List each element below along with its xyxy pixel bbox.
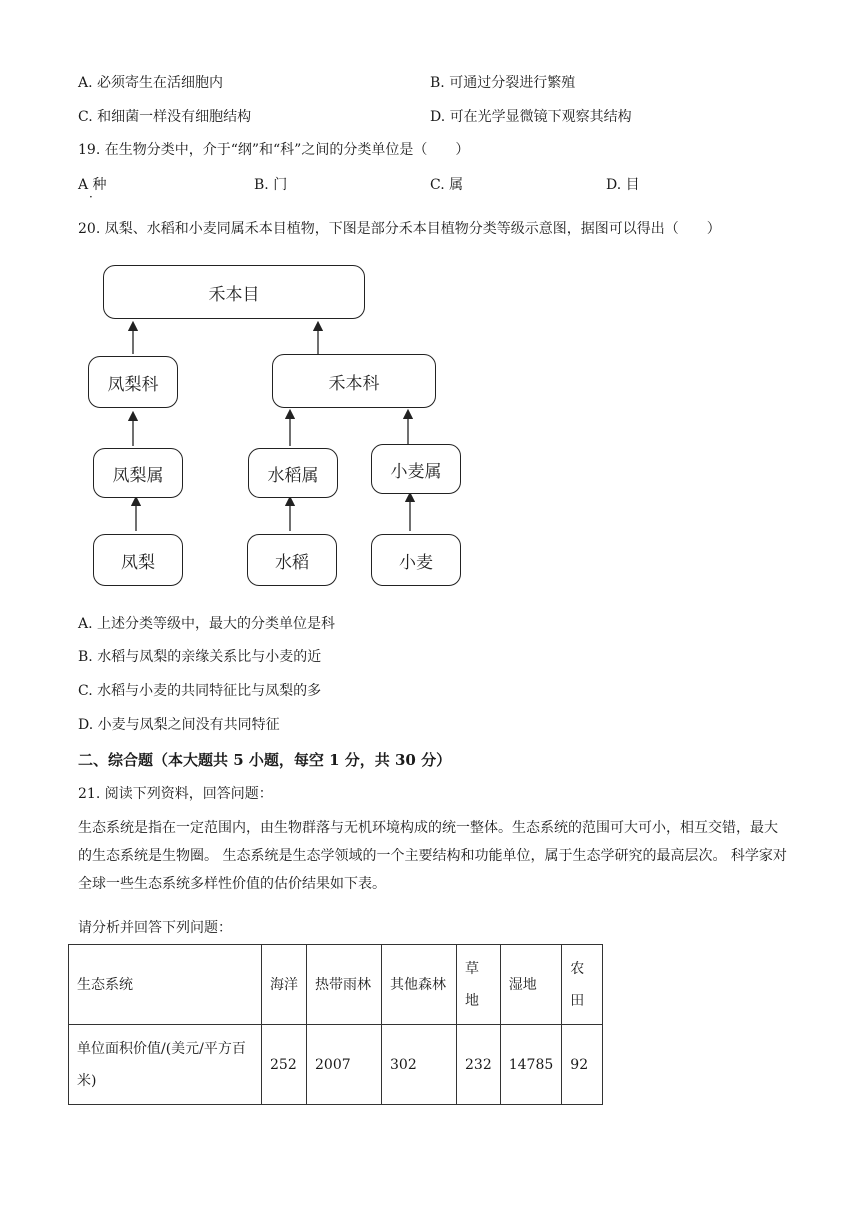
table-row	[69, 945, 603, 1025]
diagram-genus2-label: 水稻属	[267, 465, 319, 486]
q19-stem: 19. 在生物分类中，介于“纲”和“科”之间的分类单位是（ ）	[78, 142, 470, 158]
q20-option-b: B. 水稻与凤梨的亲缘关系比与小麦的近	[78, 649, 322, 665]
q19-option-d: D. 目	[606, 177, 640, 193]
q21-stem: 21. 阅读下列资料，回答问题：	[78, 786, 273, 802]
diagram-family2-label: 禾本科	[328, 373, 380, 394]
diagram-order-label: 禾本目	[208, 284, 260, 305]
q18-option-b: B. 可通过分裂进行繁殖	[430, 75, 576, 91]
diagram-order-box	[103, 265, 365, 319]
diagram-family2-box	[272, 354, 436, 408]
diagram-genus3-label: 小麦属	[390, 461, 442, 482]
diagram-genus1-label: 凤梨属	[112, 465, 164, 486]
q20-option-d: D. 小麦与凤梨之间没有共同特征	[78, 717, 280, 733]
table-col-name: 海洋	[262, 945, 307, 1025]
q20-option-c: C. 水稻与小麦的共同特征比与凤梨的多	[78, 683, 322, 699]
diagram-species2-label: 水稻	[275, 552, 309, 573]
table-header-label: 生态系统	[69, 945, 262, 1025]
diagram-species3-box	[371, 534, 461, 586]
q21-prompt: 请分析并回答下列问题：	[78, 920, 232, 936]
table-row	[69, 1025, 603, 1105]
q18-option-a: A. 必须寄生在活细胞内	[78, 75, 224, 91]
diagram-family1-box	[88, 356, 178, 408]
q18-option-d: D. 可在光学显微镜下观察其结构	[430, 109, 632, 125]
diagram-genus1-box	[93, 448, 183, 498]
q18-option-c: C. 和细菌一样没有细胞结构	[78, 109, 252, 125]
q20-stem: 20. 凤梨、水稻和小麦同属禾本目植物，下图是部分禾本目植物分类等级示意图，据图可以得出（ ）	[78, 221, 721, 237]
table-col-name: 草地	[457, 945, 501, 1025]
ecosystem-value-table	[68, 944, 603, 1105]
table-cell-value: 252	[262, 1025, 307, 1105]
diagram-family1-label: 凤梨科	[107, 374, 159, 395]
q19-option-c: C. 属	[430, 177, 464, 193]
q19-option-a: A 种	[78, 177, 107, 193]
table-cell-value: 232	[457, 1025, 501, 1105]
q20-option-a: A. 上述分类等级中，最大的分类单位是科	[78, 616, 336, 632]
table-row-label: 单位面积价值/(美元/平方百米)	[69, 1025, 262, 1105]
table-cell-value: 302	[382, 1025, 457, 1105]
table-col-name: 热带雨林	[307, 945, 382, 1025]
diagram-species3-label: 小麦	[399, 552, 433, 573]
diagram-species1-box	[93, 534, 183, 586]
table-col-name: 湿地	[500, 945, 562, 1025]
table-cell-value: 14785	[500, 1025, 562, 1105]
q19-option-b: B. 门	[254, 177, 288, 193]
diagram-genus2-box	[248, 448, 338, 498]
diagram-species1-label: 凤梨	[121, 552, 155, 573]
diagram-genus3-box	[371, 444, 461, 494]
table-cell-value: 92	[562, 1025, 603, 1105]
table-col-name: 其他森林	[382, 945, 457, 1025]
dot-mark: ·	[89, 190, 93, 204]
section-title: 二、综合题（本大题共 5 小题，每空 1 分，共 30 分）	[78, 751, 452, 769]
diagram-species2-box	[247, 534, 337, 586]
q21-paragraph: 生态系统是指在一定范围内，由生物群落与无机环境构成的统一整体。生态系统的范围可大可小，相互交错，最大的生态系统是生物圈。 生态系统是生态学领域的一个主要结构和功能单位，属于生态学研究的最高层次。 科学家对全球一些生态系统多样性价值的估价结果如下表。	[78, 820, 787, 892]
table-col-name: 农田	[562, 945, 603, 1025]
table-cell-value: 2007	[307, 1025, 382, 1105]
